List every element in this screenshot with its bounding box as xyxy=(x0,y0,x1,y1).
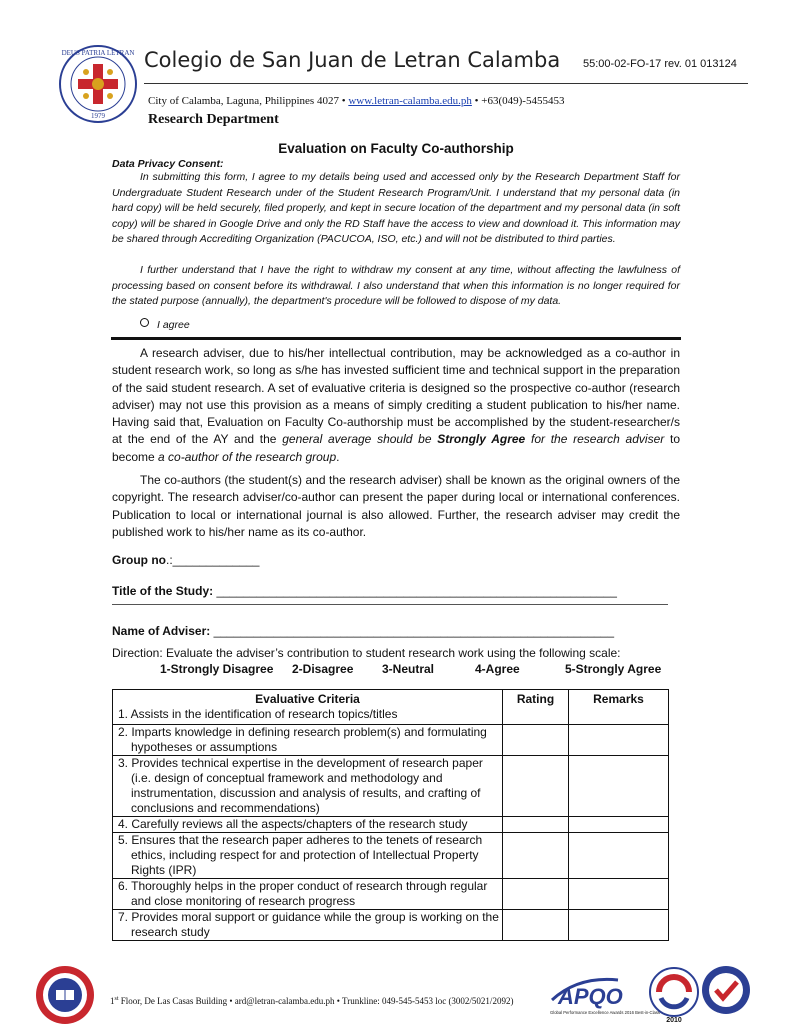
department-name: Research Department xyxy=(148,112,279,127)
paragraph-text: . xyxy=(336,449,340,464)
rating-scale xyxy=(160,662,661,676)
address-text: City of Calamba, Laguna, Philippines 4027 • xyxy=(148,95,349,107)
scale-5: 5-Strongly Agree xyxy=(565,662,662,676)
group-colon: .: xyxy=(166,553,173,567)
website-link[interactable]: www.letran-calamba.edu.ph xyxy=(348,95,472,107)
scale-1: 1-Strongly Disagree xyxy=(160,662,274,676)
group-number-field[interactable] xyxy=(112,553,259,567)
title-input-line[interactable]: ____________________________________________________________ xyxy=(213,584,617,598)
agree-label: I agree xyxy=(157,319,190,331)
award-year: 2010 xyxy=(666,1017,682,1024)
study-title-field[interactable] xyxy=(112,584,617,598)
criteria-text: 4. Carefully reviews all the aspects/chapters of the research study xyxy=(118,817,468,831)
agree-radio[interactable] xyxy=(140,318,149,327)
group-label: Group no xyxy=(112,553,166,567)
privacy-paragraph-1: In submitting this form, I agree to my details being used and accessed only by the Research Department Staff for Undergraduate Student Research under of the Student Research Program/Unit. I understand that my personal data (in hard copy) will be held securely, filed properly, and kept in secure location of the department and my personal data (in soft copy) will be shared in Google Drive and only the RD Staff have the access to view and download it. This information may be shared through Accrediting Organization (PACUCOA, ISO, etc.) and will not be distributed to third parties. xyxy=(112,171,680,245)
letran-seal-logo xyxy=(58,44,138,124)
rating-cell[interactable] xyxy=(503,756,569,817)
scale-3: 3-Neutral xyxy=(382,662,435,676)
copyright-paragraph: The co-authors (the student(s) and the research adviser) shall be known as the original owners of the copyright. The research adviser/co-author can present the paper during local or international conferences. Publication to local or international journal is also allowed. Further, the research adviser may credit the published work to his/her name as its co-author. xyxy=(112,473,680,539)
criteria-text: 3. Provides technical expertise in the development of research paper (i.e. design of conceptual framework and methodology and instrumentation, discussion and analysis of results, and crafting of conclusions and recommendations) xyxy=(118,756,483,815)
remarks-cell[interactable] xyxy=(569,756,669,817)
document-code: 55:00-02-FO-17 rev. 01 013124 xyxy=(583,58,737,70)
apqo-caption: Global Performance Excellence Awards 2016 Best-in-Class xyxy=(550,1010,661,1015)
criteria-text: 6. Thoroughly helps in the proper conduct of research through regular and close monitoring of research progress xyxy=(118,879,488,908)
school-name: Colegio de San Juan de Letran Calamba xyxy=(144,48,561,72)
criteria-cell xyxy=(113,879,503,910)
criteria-text: 2. Imparts knowledge in defining research problem(s) and formulating hypotheses or assumptions xyxy=(118,725,487,754)
direction-text: Direction: Evaluate the adviser’s contribution to student research work using the following scale: xyxy=(112,646,621,660)
footer-contact xyxy=(110,996,513,1006)
table-row xyxy=(113,725,669,756)
rating-cell[interactable] xyxy=(503,910,569,941)
seal-ring-text: DEUS PATRIA LETRAN xyxy=(61,49,135,57)
form-title: Evaluation on Faculty Co-authorship xyxy=(278,141,514,156)
criteria-header: Evaluative Criteria xyxy=(255,692,360,706)
emphasis-text: a co-author of the research group xyxy=(158,449,337,464)
remarks-header: Remarks xyxy=(569,690,669,725)
rating-cell[interactable] xyxy=(503,817,569,833)
seal-year: 1979 xyxy=(91,112,105,120)
scale-2: 2-Disagree xyxy=(292,662,354,676)
table-row xyxy=(113,690,669,725)
agree-option[interactable] xyxy=(140,318,190,331)
criteria-cell xyxy=(113,833,503,879)
strongly-agree-emphasis: Strongly Agree xyxy=(437,432,526,447)
remarks-cell[interactable] xyxy=(569,833,669,879)
criteria-cell xyxy=(113,756,503,817)
floor-suffix: st xyxy=(114,996,119,1002)
criteria-cell xyxy=(113,725,503,756)
apqo-award-logo xyxy=(548,974,661,1018)
apqo-text: APQO xyxy=(558,984,623,1009)
adviser-name-field[interactable] xyxy=(112,624,614,638)
table-row xyxy=(113,756,669,817)
coauthor-paragraph-text: A research adviser, due to his/her intellectual contribution, may be acknowledged as a co-author in student research work, so long as s/he has invested sufficient time and technical support in the preparation of the said student research. A set of evaluative criteria is designed so the prospective co-author (research adviser) may not use this provision as a means of simply crediting a student publication to his/her name. Having said that, Evaluation on Faculty Co-authorship must be accomplished by the student-researcher/s at the end of the AY and the xyxy=(112,346,680,447)
footer-text: Floor, De Las Casas Building • ard@letran-calamba.edu.ph • Trunkline: 049-545-5453 loc (3002/5021/2092) xyxy=(118,996,514,1006)
criteria-text: 7. Provides moral support or guidance while the group is working on the research study xyxy=(118,910,499,939)
rating-header: Rating xyxy=(503,690,569,725)
remarks-cell[interactable] xyxy=(569,725,669,756)
scale-4: 4-Agree xyxy=(475,662,520,676)
table-row xyxy=(113,879,669,910)
criteria-text: 5. Ensures that the research paper adheres to the tenets of research ethics, including respect for and protection of Intellectual Property Rights (IPR) xyxy=(118,833,483,877)
research-department-seal-icon xyxy=(32,964,98,1026)
certification-seal-icon xyxy=(700,962,752,1022)
title-input-line-2[interactable] xyxy=(112,604,668,605)
rating-cell[interactable] xyxy=(503,879,569,910)
remarks-cell[interactable] xyxy=(569,817,669,833)
emphasis-text: general average should be xyxy=(282,432,438,447)
remarks-cell[interactable] xyxy=(569,910,669,941)
phone-text: • +63(049)-5455453 xyxy=(471,95,565,107)
coauthor-paragraph xyxy=(112,345,680,466)
criteria-text: 1. Assists in the identification of research topics/titles xyxy=(118,707,398,721)
criteria-cell xyxy=(113,817,503,833)
criteria-cell xyxy=(113,910,503,941)
remarks-cell[interactable] xyxy=(569,879,669,910)
table-row xyxy=(113,833,669,879)
privacy-paragraph-2: I further understand that I have the right to withdraw my consent at any time, without affecting the lawfulness of processing based on consent before its withdrawal. I also understand that when this information is no longer required for the stated purpose (annually), the department's procedure will be followed to dispose of my data. xyxy=(112,264,680,307)
table-row xyxy=(113,817,669,833)
contact-line xyxy=(148,95,564,107)
criteria-header-cell xyxy=(113,690,503,725)
quality-award-seal-icon xyxy=(647,966,701,1024)
paragraph-text: to become xyxy=(112,432,680,464)
header-divider xyxy=(144,83,748,84)
privacy-heading: Data Privacy Consent: xyxy=(112,158,224,170)
seal-cross-icon xyxy=(78,64,118,104)
adviser-input-line[interactable]: ____________________________________________________________ xyxy=(210,624,615,638)
rating-cell[interactable] xyxy=(503,725,569,756)
section-divider xyxy=(111,337,681,340)
group-input-line[interactable]: _____________ xyxy=(172,553,260,567)
floor-number: 1 xyxy=(110,996,115,1006)
table-row xyxy=(113,910,669,941)
emphasis-text: for the research adviser xyxy=(525,432,665,447)
rating-cell[interactable] xyxy=(503,833,569,879)
title-label: Title of the Study: xyxy=(112,584,214,598)
evaluation-table xyxy=(112,689,669,941)
adviser-label: Name of Adviser: xyxy=(112,624,211,638)
